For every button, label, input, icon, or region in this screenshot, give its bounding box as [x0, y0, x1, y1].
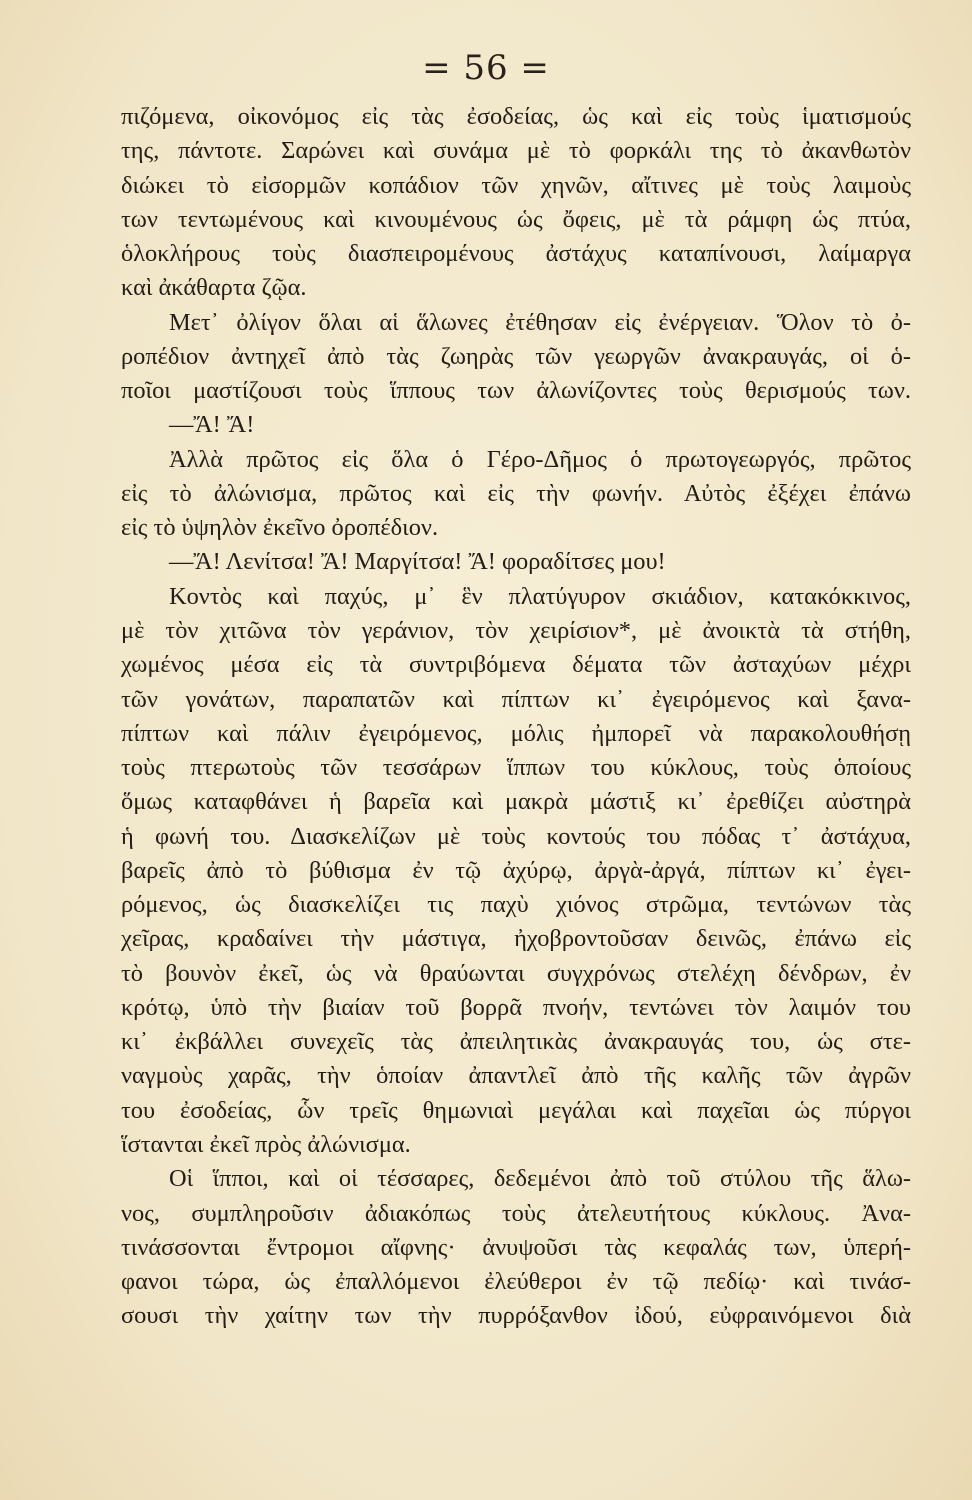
- text-line: σουσι τὴν χαίτην των τὴν πυρρόξανθον ἰδού, εὐφραινόμενοι διὰ: [121, 1302, 911, 1330]
- text-line: ὁλοκλήρους τοὺς διασπειρομένους ἀστάχυς καταπίνουσι, λαίμαργα: [121, 240, 911, 268]
- text-line: χεῖρας, κραδαίνει τὴν μάστιγα, ἠχοβροντοῦσαν δεινῶς, ἐπάνω εἰς: [121, 925, 911, 953]
- text-line: τοὺς πτερωτοὺς τῶν τεσσάρων ἵππων του κύκλους, τοὺς ὁποίους: [121, 754, 911, 782]
- text-line: κρότῳ, ὑπὸ τὴν βιαίαν τοῦ βορρᾶ πνοήν, τεντώνει τὸν λαιμόν του: [121, 993, 911, 1021]
- text-line: νος, συμπληροῦσιν ἀδιακόπως τοὺς ἀτελευτήτους κύκλους. Ἀνα-: [121, 1199, 911, 1227]
- text-line: πιζόμενα, οἰκονόμος εἰς τὰς ἐσοδείας, ὡς καὶ εἰς τοὺς ἱματισμούς: [121, 103, 911, 130]
- text-line: χωμένος μέσα εἰς τὰ συντριβόμενα δέματα τῶν ἀσταχύων μέχρι: [121, 651, 911, 679]
- text-line: —Ἄ! Ἄ!: [169, 411, 255, 439]
- text-line: ναγμοὺς χαρᾶς, τὴν ὁποίαν ἀπαντλεῖ ἀπὸ τῆς καλῆς τῶν ἀγρῶν: [121, 1062, 911, 1090]
- text-line: Μετ᾽ ὀλίγον ὅλαι αἱ ἅλωνες ἐτέθησαν εἰς ἐνέργειαν. Ὅλον τὸ ὀ-: [169, 308, 911, 336]
- text-line: τὸ βουνὸν ἐκεῖ, ὡς νὰ θραύωνται συγχρόνως στελέχη δένδρων, ἐν: [121, 959, 911, 987]
- text-line: Οἱ ἵπποι, καὶ οἱ τέσσαρες, δεδεμένοι ἀπὸ τοῦ στύλου τῆς ἅλω-: [169, 1165, 911, 1193]
- text-line: ποῖοι μαστίζουσι τοὺς ἵππους των ἀλωνίζοντες τοὺς θερισμούς των.: [121, 377, 911, 405]
- text-line: τῶν γονάτων, παραπατῶν καὶ πίπτων κι᾽ ἐγειρόμενος καὶ ξανα-: [121, 685, 911, 713]
- text-line: εἰς τὸ ὑψηλὸν ἐκεῖνο ὀροπέδιον.: [121, 514, 439, 542]
- text-line: εἰς τὸ ἀλώνισμα, πρῶτος καὶ εἰς τὴν φωνήν. Αὐτὸς ἐξέχει ἐπάνω: [121, 479, 911, 507]
- text-line: βαρεῖς ἀπὸ τὸ βύθισμα ἐν τῷ ἀχύρῳ, ἀργὰ-ἀργά, πίπτων κι᾽ ἐγει-: [121, 856, 911, 884]
- text-line: κι᾽ ἐκβάλλει συνεχεῖς τὰς ἀπειλητικὰς ἀνακραυγάς του, ὡς στε-: [121, 1028, 911, 1056]
- body-text: [121, 100, 911, 1334]
- text-line: της, πάντοτε. Σαρώνει καὶ συνάμα μὲ τὸ φορκάλι της τὸ ἀκανθωτὸν: [121, 137, 911, 165]
- text-line: Κοντὸς καὶ παχύς, μ᾽ ἓν πλατύγυρον σκιάδιον, κατακόκκινος,: [169, 582, 911, 610]
- text-line: πίπτων καὶ πάλιν ἐγειρόμενος, μόλις ἠμπορεῖ νὰ παρακολουθήσῃ: [121, 719, 911, 747]
- text-line: ὅμως καταφθάνει ἡ βαρεῖα καὶ μακρὰ μάστιξ κι᾽ ἐρεθίζει αὐστηρὰ: [121, 788, 911, 816]
- text-line: Ἀλλὰ πρῶτος εἰς ὅλα ὁ Γέρο-Δῆμος ὁ πρωτογεωργός, πρῶτος: [169, 445, 911, 473]
- text-line: των τεντωμένους καὶ κινουμένους ὡς ὄφεις, μὲ τὰ ράμφη ὡς πτύα,: [121, 205, 911, 233]
- text-line: φανοι τώρα, ὡς ἐπαλλόμενοι ἐλεύθεροι ἐν τῷ πεδίῳ· καὶ τινάσ-: [121, 1268, 911, 1296]
- page-number: = 56 =: [422, 48, 550, 88]
- text-line: καὶ ἀκάθαρτα ζῷα.: [121, 274, 307, 302]
- text-line: ρόμενος, ὡς διασκελίζει τις παχὺ χιόνος στρῶμα, τεντώνων τὰς: [121, 891, 911, 919]
- text-line: —Ἄ! Λενίτσα! Ἄ! Μαργίτσα! Ἄ! φοραδίτσες μου!: [169, 548, 666, 576]
- text-line: μὲ τὸν χιτῶνα τὸν γεράνιον, τὸν χειρίσιον*, μὲ ἀνοικτὰ τὰ στήθη,: [121, 616, 911, 644]
- text-line: ἵστανται ἐκεῖ πρὸς ἀλώνισμα.: [121, 1130, 411, 1158]
- text-line: διώκει τὸ εἰσορμῶν κοπάδιον τῶν χηνῶν, αἴτινες μὲ τοὺς λαιμοὺς: [121, 171, 911, 199]
- text-line: ἡ φωνή του. Διασκελίζων μὲ τοὺς κοντούς του πόδας τ᾽ ἀστάχυα,: [121, 822, 911, 850]
- text-line: του ἐσοδείας, ὧν τρεῖς θημωνιαὶ μεγάλαι καὶ παχεῖαι ὡς πύργοι: [121, 1096, 911, 1124]
- text-line: ροπέδιον ἀντηχεῖ ἀπὸ τὰς ζωηρὰς τῶν γεωργῶν ἀνακραυγάς, οἱ ὁ-: [121, 342, 911, 370]
- text-line: τινάσσονται ἔντρομοι αἴφνης· ἀνυψοῦσι τὰς κεφαλάς των, ὑπερή-: [121, 1233, 911, 1261]
